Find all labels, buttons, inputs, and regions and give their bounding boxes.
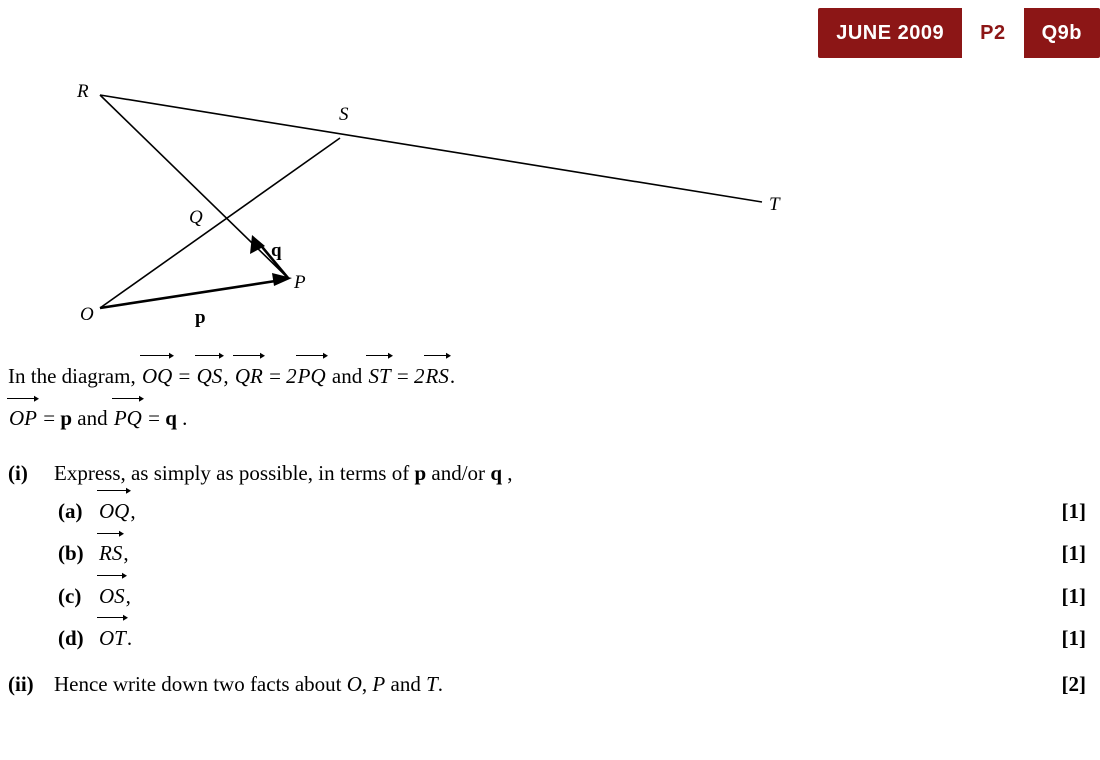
item-b-marks: [1] bbox=[1061, 541, 1086, 566]
vector-p-arrowhead bbox=[272, 273, 292, 286]
vector-qr: QR bbox=[234, 362, 264, 390]
item-b-vector: RS bbox=[98, 539, 123, 567]
part-ii-marks: [2] bbox=[1061, 672, 1086, 697]
item-d-label: (d) bbox=[58, 626, 84, 651]
part-i-text: Express, as simply as possible, in terms of p and/or q , bbox=[54, 460, 513, 485]
item-c-body bbox=[98, 582, 1092, 610]
vector-label-q: q bbox=[271, 240, 282, 261]
list-item bbox=[58, 582, 1092, 610]
part-ii bbox=[8, 670, 1092, 698]
item-a-body bbox=[98, 497, 1092, 525]
point-label-p: P bbox=[294, 272, 306, 293]
point-label-q: Q bbox=[189, 207, 203, 228]
bold-p: p bbox=[60, 406, 73, 431]
item-a-label: (a) bbox=[58, 499, 83, 524]
vector-rs-rel: RS bbox=[425, 362, 450, 390]
part-i-number: (i) bbox=[8, 460, 28, 485]
exam-header-badge bbox=[818, 8, 1100, 58]
point-label-s: S bbox=[339, 104, 349, 125]
vector-st: ST bbox=[367, 362, 391, 390]
item-b-body bbox=[98, 539, 1092, 567]
vector-label-p: p bbox=[195, 307, 206, 328]
coefficient-2pq: 2 bbox=[286, 364, 297, 388]
list-item bbox=[58, 624, 1092, 652]
part-i bbox=[8, 459, 1092, 487]
point-ref-o: O bbox=[346, 672, 362, 697]
item-a-vector: OQ bbox=[98, 497, 130, 525]
vector-diagram bbox=[0, 60, 860, 340]
vector-q-arrowhead bbox=[250, 235, 265, 254]
item-b-suffix: , bbox=[123, 541, 129, 566]
part-i-bold-p: p bbox=[414, 460, 427, 485]
list-item bbox=[58, 497, 1092, 525]
part-ii-text: Hence write down two facts about O, P and T. bbox=[54, 672, 444, 697]
vector-diagram-svg bbox=[0, 60, 860, 340]
coefficient-2rs: 2 bbox=[414, 364, 425, 388]
item-d-vector: OT bbox=[98, 624, 127, 652]
exam-session-label: JUNE 2009 bbox=[836, 21, 945, 44]
item-c-label: (c) bbox=[58, 583, 82, 608]
item-c-suffix: , bbox=[125, 583, 131, 608]
intro-relations: OQ = QS, QR = 2PQ and ST = 2RS. bbox=[141, 364, 455, 388]
item-a-marks: [1] bbox=[1061, 499, 1086, 524]
list-item bbox=[58, 539, 1092, 567]
part-ii-number: (ii) bbox=[8, 672, 34, 697]
point-label-t: T bbox=[769, 194, 780, 215]
vector-pq-rel: PQ bbox=[297, 362, 327, 390]
line-r-t bbox=[100, 95, 762, 202]
part-i-items bbox=[58, 497, 1092, 652]
intro-line bbox=[8, 362, 1092, 390]
vector-p-arrow bbox=[100, 280, 282, 308]
item-b-label: (b) bbox=[58, 541, 84, 566]
line-r-p bbox=[100, 95, 288, 278]
item-d-suffix: . bbox=[126, 626, 133, 651]
item-a-suffix: , bbox=[130, 499, 136, 524]
item-d-body bbox=[98, 624, 1092, 652]
vector-qs: QS bbox=[196, 362, 224, 390]
exam-paper-label: P2 bbox=[962, 8, 1023, 58]
intro-prefix: In the diagram, bbox=[8, 364, 136, 388]
point-ref-p: P bbox=[372, 672, 386, 697]
definition-line: OP = p and PQ = q . bbox=[8, 404, 1092, 432]
item-c-marks: [1] bbox=[1061, 583, 1086, 608]
bold-q: q bbox=[165, 406, 177, 431]
exam-question-label: Q9b bbox=[1041, 21, 1082, 44]
vector-oq: OQ bbox=[141, 362, 173, 390]
vector-op: OP bbox=[8, 404, 38, 432]
item-d-marks: [1] bbox=[1061, 626, 1086, 651]
point-label-o: O bbox=[80, 304, 94, 325]
question-body bbox=[8, 362, 1092, 699]
point-ref-t: T bbox=[426, 672, 438, 697]
point-label-r: R bbox=[77, 81, 89, 102]
part-i-bold-q: q bbox=[490, 460, 502, 485]
item-c-vector: OS bbox=[98, 582, 126, 610]
vector-pq: PQ bbox=[113, 404, 143, 432]
